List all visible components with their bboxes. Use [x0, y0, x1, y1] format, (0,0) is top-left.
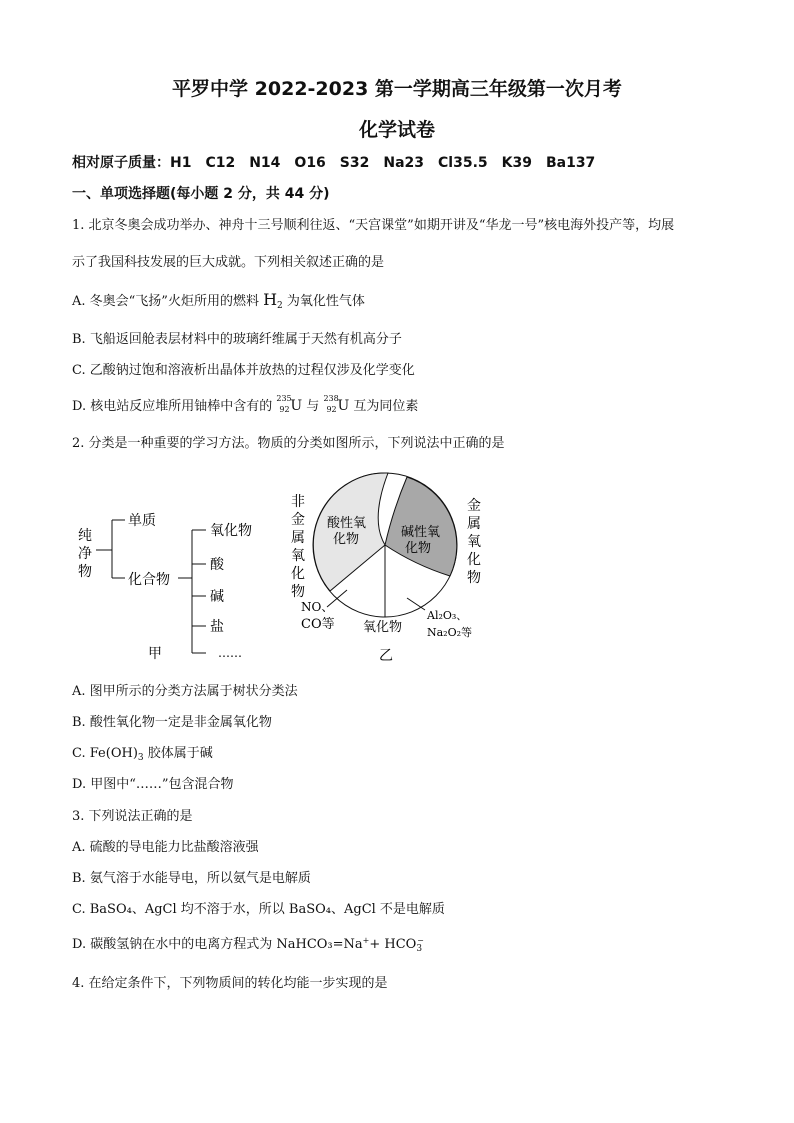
q2-option-b: B. 酸性氧化物一定是非金属氧化物 [72, 715, 272, 730]
svg-text:物: 物 [291, 584, 305, 600]
no-co-label-1: NO、 [301, 600, 334, 614]
q1-d-mid: 与 [302, 399, 324, 414]
q3-d-pre: D. 碳酸氢钠在水中的电离方程式为 NaHCO₃=Na [72, 937, 363, 952]
right-label [467, 498, 481, 586]
isotope-symbol-2: U [337, 398, 350, 414]
svg-text:属: 属 [291, 530, 305, 546]
q3-d-sup: + [362, 936, 370, 945]
root-char-2: 净 [78, 546, 92, 562]
svg-text:非: 非 [291, 494, 305, 510]
q1-d-pre: D. 核电站反应堆所用铀棒中含有的 [72, 399, 277, 414]
exam-title: 平罗中学 2022-2023 第一学期高三年级第一次月考 [172, 78, 622, 100]
q3-option-c: C. BaSO₄、AgCl 均不溶于水，所以 BaSO₄、AgCl 不是电解质 [72, 902, 445, 917]
no-co-label-2: CO等 [301, 617, 335, 632]
q1-option-b: B. 飞船返回舱表层材料中的玻璃纤维属于天然有机高分子 [72, 332, 402, 347]
leaf-ellipsis: …… [218, 646, 242, 660]
leaf-oxide: 氧化物 [210, 523, 252, 539]
q3-d-sup2: − [417, 936, 424, 945]
q1-stem-line2: 示了我国科技发展的巨大成就。下列相关叙述正确的是 [72, 255, 385, 270]
q1-d-post: 互为同位素 [349, 399, 419, 414]
acidic-label-1: 酸性氧 [327, 516, 367, 531]
acidic-label-2: 化物 [333, 532, 360, 547]
basic-label-2: 化物 [405, 541, 432, 556]
al2o3-label: Al₂O₃、 [427, 609, 468, 622]
q3-option-b: B. 氨气溶于水能导电，所以氨气是电解质 [72, 871, 311, 886]
q3-option-d [72, 933, 424, 954]
q1-a-post: 为氧化性气体 [282, 294, 365, 309]
isotope-238: 238 92 [323, 394, 339, 414]
isotope-symbol-1: U [290, 398, 303, 414]
na2o2-label: Na₂O₂等 [427, 626, 473, 639]
q4-stem: 4. 在给定条件下，下列物质间的转化均能一步实现的是 [72, 976, 388, 991]
q2-option-c [72, 742, 213, 763]
caption-jia: 甲 [148, 646, 162, 662]
q1-option-c: C. 乙酸钠过饱和溶液析出晶体并放热的过程仅涉及化学变化 [72, 363, 415, 378]
q2-c-post: 胶体属于碱 [143, 746, 213, 761]
figure-oxide-circle [285, 470, 495, 665]
q1-stem-line1: 1. 北京冬奥会成功举办、神舟十三号顺利往返、“天宫课堂”如期开讲及“华龙一号”核电海外投产等，均展 [72, 218, 675, 233]
q2-option-d: D. 甲图中“……”包含混合物 [72, 777, 234, 792]
oxide-label: 氧化物 [363, 620, 403, 635]
svg-text:金: 金 [467, 498, 481, 514]
leaf-acid: 酸 [210, 557, 224, 573]
q2-stem: 2. 分类是一种重要的学习方法。物质的分类如图所示，下列说法中正确的是 [72, 436, 505, 451]
svg-text:化: 化 [467, 552, 481, 568]
basic-label-1: 碱性氧 [401, 525, 441, 540]
root-char-3: 物 [78, 564, 92, 580]
q2-option-a: A. 图甲所示的分类方法属于树状分类法 [72, 684, 298, 699]
q3-d-mid: + HCO [369, 937, 417, 952]
left-label [291, 494, 305, 600]
q2-c-sub: 3 [137, 753, 144, 763]
caption-yi: 乙 [379, 648, 393, 664]
isotope-235: 235 92 [276, 394, 292, 414]
q1-a-text: A. 冬奥会“飞扬”火炬所用的燃料 [72, 294, 264, 309]
root-char-1: 纯 [78, 528, 92, 544]
q3-stem: 3. 下列说法正确的是 [72, 809, 193, 824]
section-heading: 一、单项选择题(每小题 2 分，共 44 分) [72, 186, 330, 202]
exam-subtitle: 化学试卷 [358, 119, 435, 141]
node-huahewu: 化合物 [128, 572, 170, 588]
figure-classification-tree [70, 500, 280, 665]
leaf-base: 碱 [210, 589, 224, 605]
atomic-masses: 相对原子质量：H1 C12 N14 O16 S32 Na23 Cl35.5 K39 Ba137 [72, 155, 596, 171]
q1-a-formula: H [263, 290, 278, 309]
svg-text:金: 金 [291, 512, 305, 528]
q3-d-sub: 3 [416, 944, 423, 954]
svg-text:氧: 氧 [291, 548, 305, 564]
svg-text:化: 化 [291, 566, 305, 582]
q3-option-a: A. 硫酸的导电能力比盐酸溶液强 [72, 840, 259, 855]
svg-text:氧: 氧 [467, 534, 481, 550]
q1-option-d [72, 395, 418, 414]
q1-a-sub: 2 [277, 301, 283, 311]
q2-c-pre: C. Fe(OH) [72, 746, 138, 761]
svg-text:物: 物 [467, 570, 481, 586]
node-danzhi: 单质 [128, 513, 156, 529]
svg-text:属: 属 [467, 516, 481, 532]
leaf-salt: 盐 [210, 619, 224, 635]
q1-option-a [72, 290, 365, 311]
